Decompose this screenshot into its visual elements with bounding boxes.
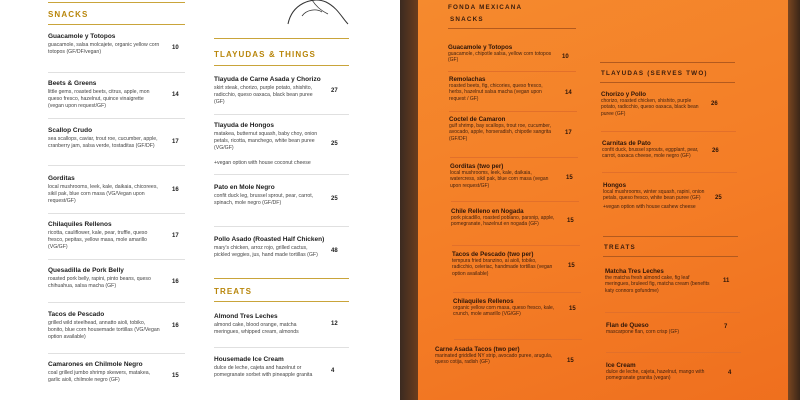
item-name: Guacamole y Totopos — [448, 44, 513, 51]
item-name: Remolachas — [449, 76, 486, 83]
divider — [454, 339, 582, 340]
menu-item — [214, 122, 349, 151]
snacks-title: SNACKS — [450, 16, 484, 23]
item-desc: little gems, roasted beets, citrus, apple, mon queso fresco, hazelnut, quince vinaigrette (vegan upon request/GF) — [48, 89, 150, 109]
divider — [48, 165, 185, 166]
divider — [214, 347, 349, 348]
rule — [600, 82, 735, 83]
menu-item — [450, 163, 600, 189]
divider — [48, 72, 185, 73]
snacks-top-rule — [48, 2, 185, 3]
rule — [603, 236, 738, 237]
snacks-bottom-rule — [48, 24, 185, 25]
item-desc: almond cake, blood orange, matcha meringues, whipped cream, almonds — [214, 322, 299, 335]
item-price: 4 — [331, 368, 335, 374]
tlayudas-title: TLAYUDAS (SERVES TWO) — [601, 70, 708, 77]
item-desc: ricotta, cauliflower, kale, pear, truffle, queso fresco, pepitas, yellow masa, mole amarillo (VG/GF) — [48, 230, 148, 250]
divider — [48, 302, 185, 303]
tlayudas-bottom-rule — [214, 65, 349, 66]
item-price: 4 — [728, 370, 732, 376]
item-name: Chile Relleno en Nogada — [451, 208, 524, 215]
item-price: 15 — [567, 358, 574, 364]
menu-item — [48, 33, 185, 56]
treats-top-rule — [214, 278, 349, 279]
item-price: 25 — [331, 196, 338, 202]
menu-item — [601, 91, 751, 117]
item-price: 17 — [172, 233, 179, 239]
item-desc: the matcha fresh almond cake, fig leaf meringues, bruleed fig, matcha cream (benefits katy connors gofundme) — [605, 275, 710, 294]
item-name: Housemade Ice Cream — [214, 356, 284, 363]
item-price: 10 — [562, 54, 569, 60]
menu-item — [435, 346, 595, 366]
item-price: 48 — [331, 248, 338, 254]
treats-title: TREATS — [604, 244, 636, 251]
divider — [452, 245, 580, 246]
item-price: 25 — [331, 141, 338, 147]
item-desc: mary's chicken, arroz rojo, grilled cactus, pickled veggies, jus, hand made tortillas (GF) — [214, 245, 318, 258]
item-name: Tlayuda de Carne Asada y Chorizo — [214, 76, 321, 83]
item-name: Scallop Crudo — [48, 127, 93, 134]
item-price: 27 — [331, 88, 338, 94]
item-desc: gulf shrimp, bay scallops, trout roe, cucumber, avocado, apple, horseradish, chipotle sangrita (GF/DF) — [449, 123, 552, 142]
menu-photo-orange — [400, 0, 800, 400]
item-desc: tempura fried branzino, ai aioli, tobiko, radicchio, celeriac, handmade tortillas (vegan option available) — [452, 258, 553, 277]
menu-item — [48, 311, 185, 340]
snacks-title: SNACKS — [48, 10, 89, 19]
menu-item — [214, 236, 349, 259]
item-price: 15 — [568, 263, 575, 269]
item-name: Matcha Tres Leches — [605, 268, 664, 275]
treats-title: TREATS — [214, 287, 253, 296]
item-desc: confit duck, brussel sprouts, eggplant, pear, carrot, oaxaca cheese, mole negro (GF) — [602, 147, 699, 160]
item-name: Flan de Queso — [606, 322, 649, 329]
item-desc: matakea, butternut squash, baby choy, onion petals, ricotta, manchego, white bean puree (VG/GF) — [214, 131, 318, 151]
item-price: 15 — [567, 218, 574, 224]
item-price: 14 — [565, 90, 572, 96]
chef-illustration — [282, 0, 352, 26]
item-price: 17 — [565, 130, 572, 136]
item-name: Guacamole y Totopos — [48, 33, 116, 40]
item-name: Chorizo y Pollo — [601, 91, 647, 98]
item-name: Ice Cream — [606, 362, 636, 369]
item-price: 26 — [712, 148, 719, 154]
divider — [451, 201, 579, 202]
item-desc: dulce de leche, cajeta and hazelnut or pomegranate sorbet with pineapple granita — [214, 365, 313, 378]
divider — [450, 157, 578, 158]
item-desc: local mushrooms, winter squash, rapini, onion petals, queso fresco, white bean puree (GF) — [603, 189, 705, 202]
menu-item — [48, 127, 185, 150]
item-desc: grilled wild steelhead, annatto aioli, tobiko, bonito, blue corn housemade tortillas (VG/Vegan option available) — [48, 320, 160, 340]
item-desc: organic yellow corn masa, queso fresco, kale, crunch, mole amarillo (VG/GF) — [453, 305, 555, 318]
tlayudas-title: TLAYUDAS & THINGS — [214, 50, 316, 59]
item-price: 15 — [569, 306, 576, 312]
treats-bottom-rule — [214, 301, 349, 302]
divider — [601, 131, 736, 132]
item-desc: roasted pork belly, rapini, pinto beans, queso chihuahua, salsa macha (GF) — [48, 276, 151, 289]
divider — [602, 172, 737, 173]
item-desc: marinated griddled NY strip, avocado puree, arugula, queso cotija, radish (GF) — [435, 353, 553, 366]
vegan-note: +vegan option with house coconut cheese — [214, 160, 311, 166]
menu-item — [451, 208, 601, 228]
menu-item — [48, 80, 185, 109]
item-name: Carnitas de Pato — [602, 140, 651, 147]
item-name: Hongos — [603, 182, 627, 189]
menu-item — [449, 116, 599, 142]
item-name: Gorditas — [48, 175, 75, 182]
divider — [453, 292, 581, 293]
item-price: 7 — [724, 324, 728, 330]
item-name: Pollo Asado (Roasted Half Chicken) — [214, 236, 325, 243]
divider — [48, 353, 185, 354]
photo-edge-right — [788, 0, 800, 400]
item-name: Tacos de Pescado — [48, 311, 105, 318]
item-desc: pork picadillo, roasted poblano, parsnip, apple, pomegranate, hazelnut en nogada (GF) — [451, 215, 555, 228]
divider — [214, 226, 349, 227]
item-name: Carne Asada Tacos (two per) — [435, 346, 520, 353]
item-price: 15 — [172, 373, 179, 379]
divider — [48, 259, 185, 260]
item-price: 11 — [723, 278, 730, 284]
item-name: Chilaquiles Rellenos — [48, 221, 112, 228]
item-price: 14 — [172, 92, 179, 98]
tlayudas-top-rule — [214, 38, 349, 39]
item-name: Almond Tres Leches — [214, 313, 278, 320]
item-price: 16 — [172, 279, 179, 285]
item-desc: local mushrooms, leek, kale, daikaia, watercress, sikil pak, blue corn masa (vegan upon request/GF) — [450, 170, 549, 189]
item-name: Tacos de Pescado (two per) — [452, 251, 534, 258]
item-price: 25 — [715, 195, 722, 201]
item-desc: confit duck leg, brussel sprout, pear, carrot, spinach, mole negro (GF/DF) — [214, 193, 314, 206]
menu-item — [449, 76, 599, 102]
menu-item — [214, 184, 349, 207]
divider — [214, 114, 349, 115]
divider — [214, 174, 349, 175]
item-desc: dulce de leche, cajeta, hazelnut, mango with pomegranate granita (vegan) — [606, 369, 705, 382]
divider — [449, 111, 577, 112]
menu-item — [606, 362, 756, 382]
restaurant-header: FONDA MEXICANA — [448, 4, 523, 11]
divider — [448, 71, 576, 72]
item-price: 26 — [711, 101, 718, 107]
item-desc: guacamole, chipotle salsa, yellow corn totopos (GF) — [448, 51, 552, 64]
menu-item — [214, 313, 349, 336]
item-price: 17 — [172, 139, 179, 145]
item-desc: guacamole, salsa molcajete, organic yellow corn totopos (GF/DF/vegan) — [48, 42, 160, 55]
menu-item — [448, 44, 598, 64]
menu-item — [214, 76, 349, 105]
menu-item — [48, 221, 185, 250]
item-name: Camarones en Chilmole Negro — [48, 361, 143, 368]
item-price: 16 — [172, 323, 179, 329]
divider — [605, 312, 740, 313]
item-desc: skirt steak, chorizo, purple potato, shishito, radicchio, queso oaxaca, black bean puree (GF) — [214, 85, 313, 105]
item-name: Gorditas (two per) — [450, 163, 504, 170]
item-name: Beets & Greens — [48, 80, 97, 87]
menu-item — [48, 175, 185, 204]
menu-item — [453, 298, 603, 318]
item-name: Coctel de Camaron — [449, 116, 506, 123]
vegan-note: +vegan option with house cashew cheese — [603, 203, 696, 210]
item-price: 16 — [172, 187, 179, 193]
menu-item — [602, 140, 752, 160]
divider — [48, 213, 185, 214]
item-name: Quesadilla de Pork Belly — [48, 267, 124, 274]
menu-item — [214, 356, 349, 379]
item-name: Tlayuda de Hongos — [214, 122, 274, 129]
item-price: 12 — [331, 321, 338, 327]
menu-item — [48, 267, 185, 290]
rule — [448, 28, 576, 29]
item-price: 15 — [566, 175, 573, 181]
item-desc: roasted beets, fig, chicories, queso fresco, herbs, hazelnut salsa macha (vegan upon request / GF) — [449, 83, 543, 102]
item-desc: sea scallops, caviar, trout roe, cucumber, apple, cranberry jam, salsa verde, tostaditas (GF/DF) — [48, 136, 158, 149]
item-desc: local mushrooms, leek, kale, daikaia, chicorees, sikil pak, blue corn masa (VG/Vegan upon request/GF) — [48, 184, 158, 204]
divider — [606, 352, 741, 353]
menu-item — [606, 322, 756, 335]
item-price: 10 — [172, 45, 179, 51]
item-desc: chorizo, roasted chicken, shishito, purple potato, radicchio, queso oaxaca, black bean puree (GF) — [601, 98, 699, 117]
menu-item — [452, 251, 602, 277]
menu-item — [605, 268, 755, 294]
item-name: Pato en Mole Negro — [214, 184, 275, 191]
menu-item — [48, 361, 185, 384]
menu-item — [603, 182, 753, 210]
photo-edge-left — [400, 0, 418, 400]
item-desc: mascarpone flan, corn crisp (GF) — [606, 329, 680, 335]
item-desc: coal grilled jumbo shrimp skewers, matakea, garlic aioli, chilmole negro (GF) — [48, 370, 151, 383]
rule — [603, 256, 738, 257]
rule — [600, 62, 735, 63]
divider — [48, 118, 185, 119]
item-name: Chilaquiles Rellenos — [453, 298, 514, 305]
